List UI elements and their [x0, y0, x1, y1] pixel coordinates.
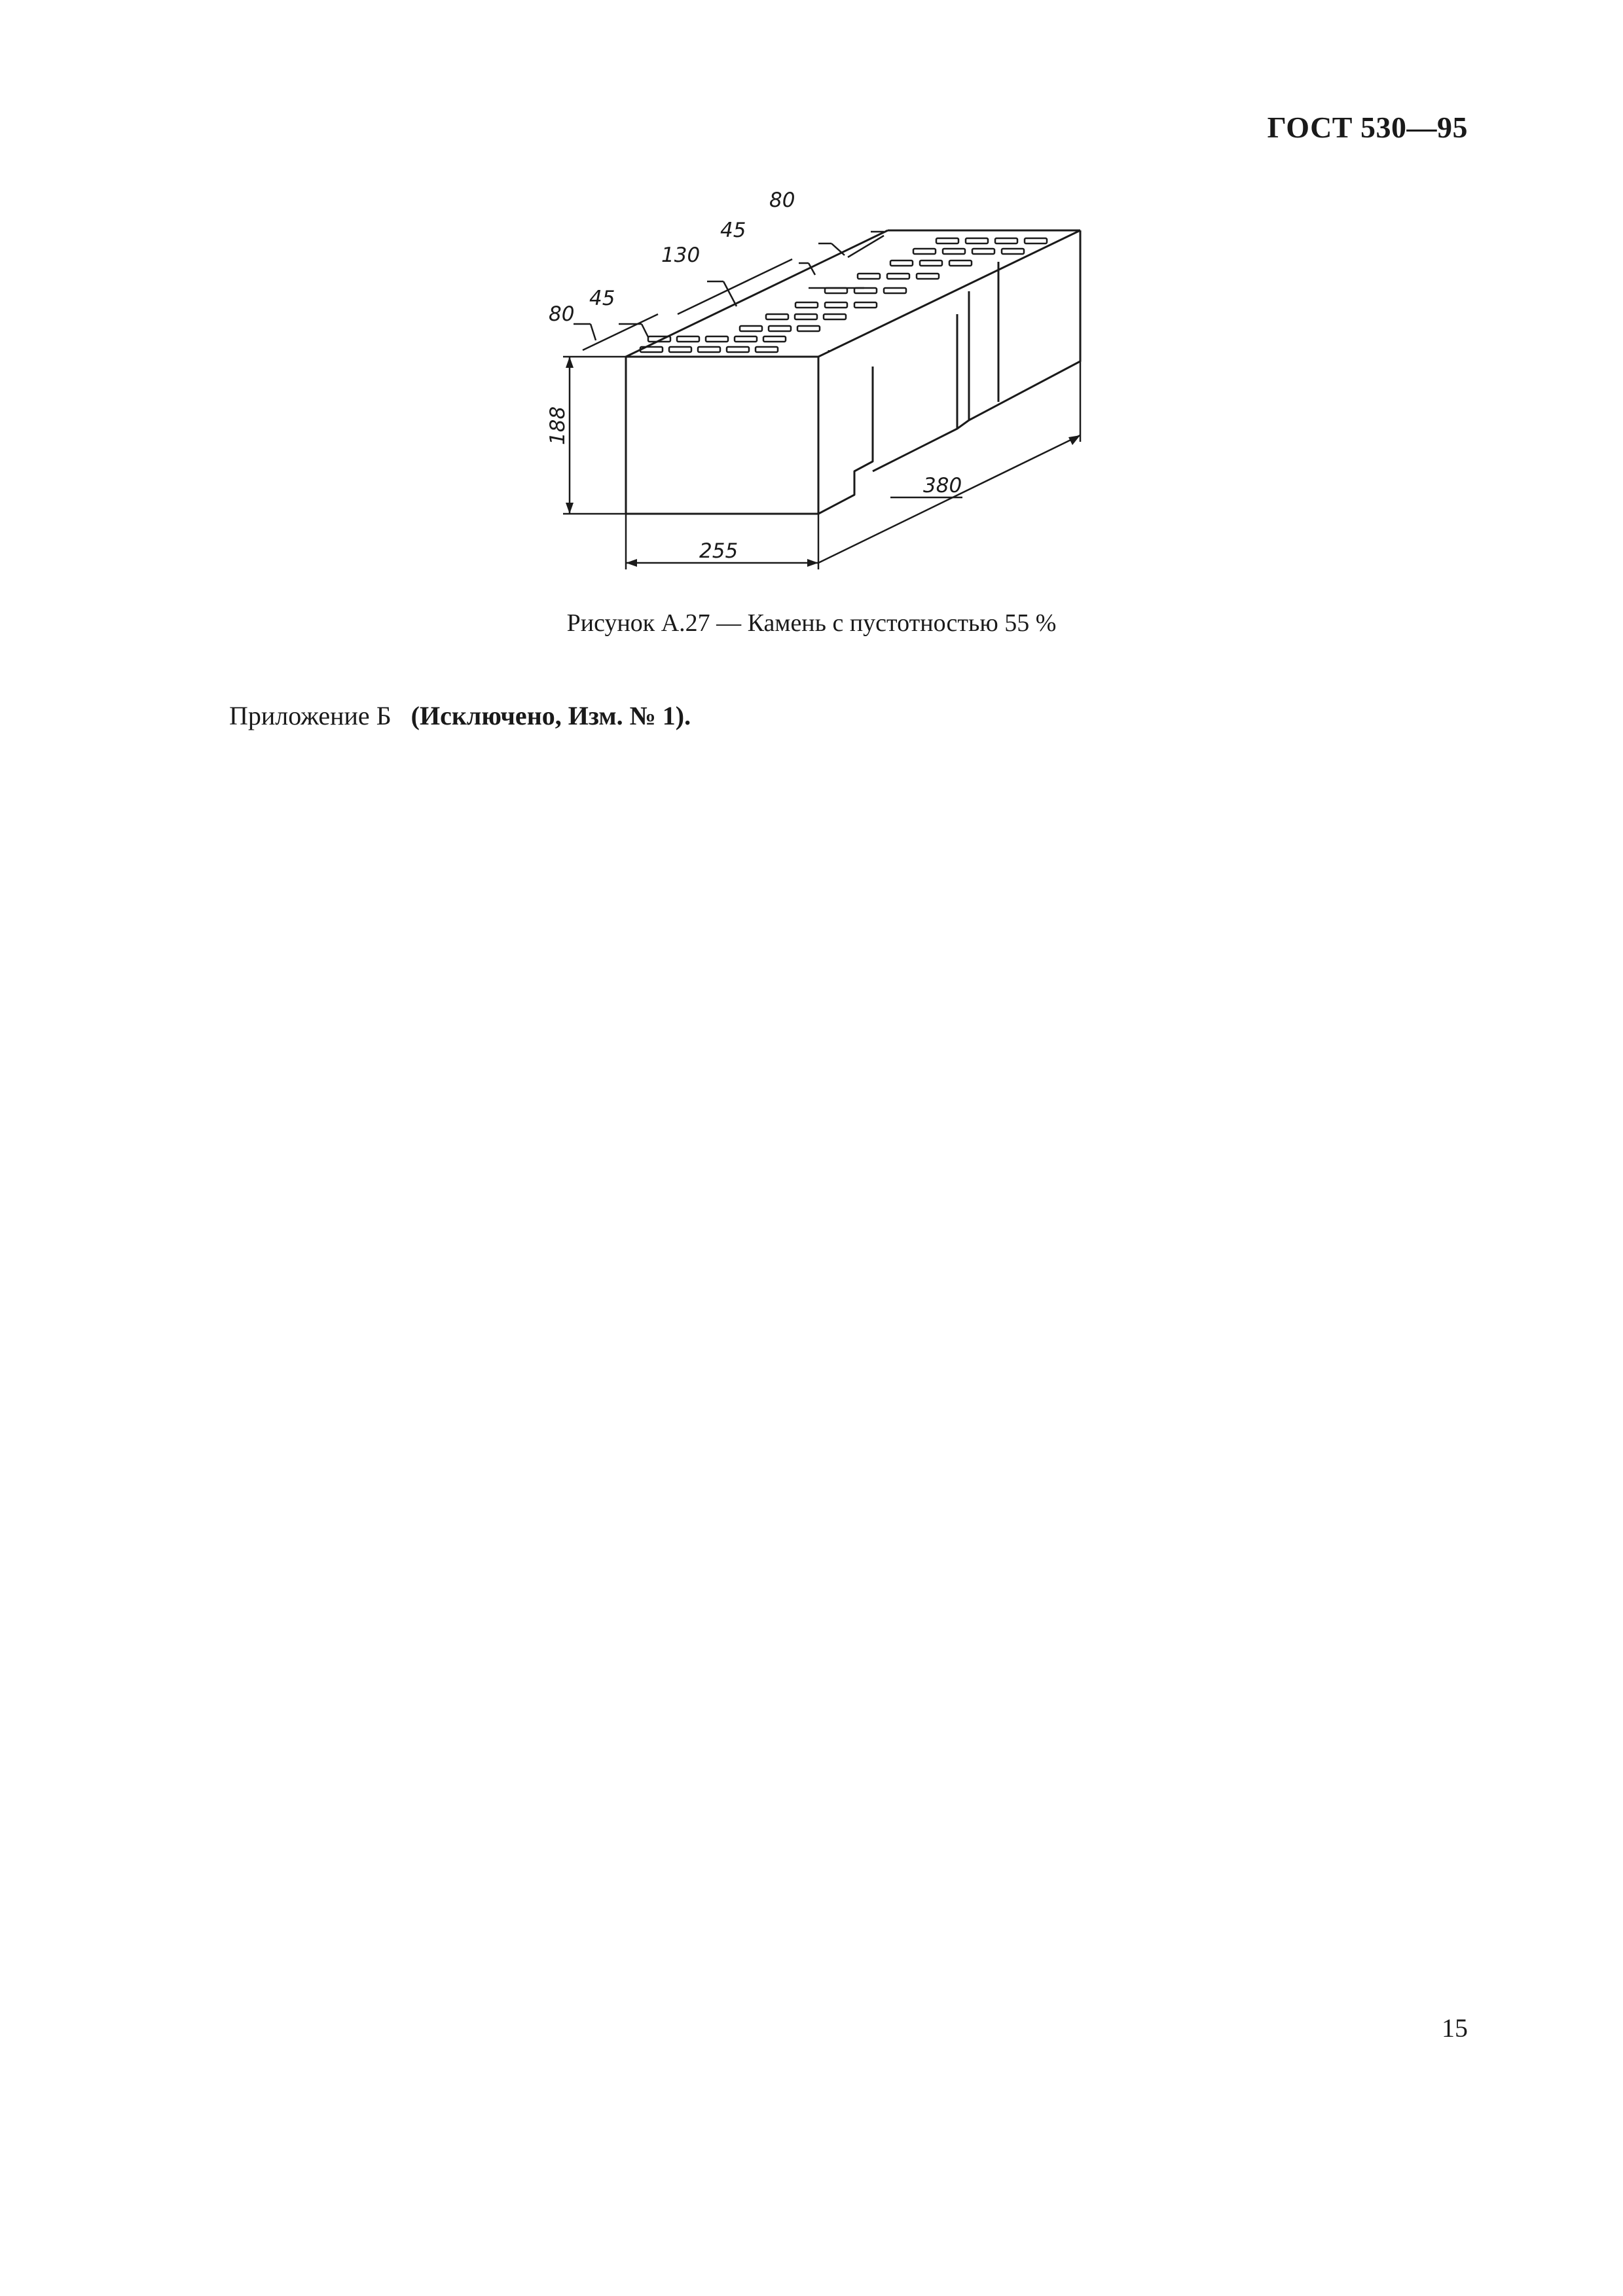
front-face	[626, 357, 818, 514]
dim-height-label: 188	[546, 406, 570, 445]
side-profile-3	[957, 291, 969, 429]
appendix-note: (Исключено, Изм. № 1).	[410, 701, 691, 730]
dim-width-label: 255	[699, 539, 739, 563]
dim-left-45-label: 45	[589, 287, 615, 310]
technical-drawing	[517, 190, 1120, 583]
stone-drawing-svg	[517, 190, 1120, 583]
appendix-paragraph	[229, 700, 691, 731]
dim-top-80-label: 80	[769, 190, 795, 212]
side-profile-4	[969, 230, 1080, 420]
dim-130-label: 130	[661, 243, 701, 267]
appendix-label: Приложение Б	[229, 701, 392, 730]
dim-length-label: 380	[923, 474, 962, 497]
document-code-header: ГОСТ 530—95	[1267, 111, 1468, 144]
page-number: 15	[1442, 2013, 1468, 2043]
side-profile-2	[873, 314, 957, 471]
figure-caption: Рисунок А.27 — Камень с пустотностью 55 %	[566, 609, 1057, 637]
dim-left-80-label: 80	[549, 302, 575, 326]
dim-top-45-label: 45	[720, 219, 746, 242]
dimension-lines	[563, 232, 1080, 569]
side-profile-1	[818, 367, 873, 514]
dimension-arrows	[566, 357, 1080, 567]
